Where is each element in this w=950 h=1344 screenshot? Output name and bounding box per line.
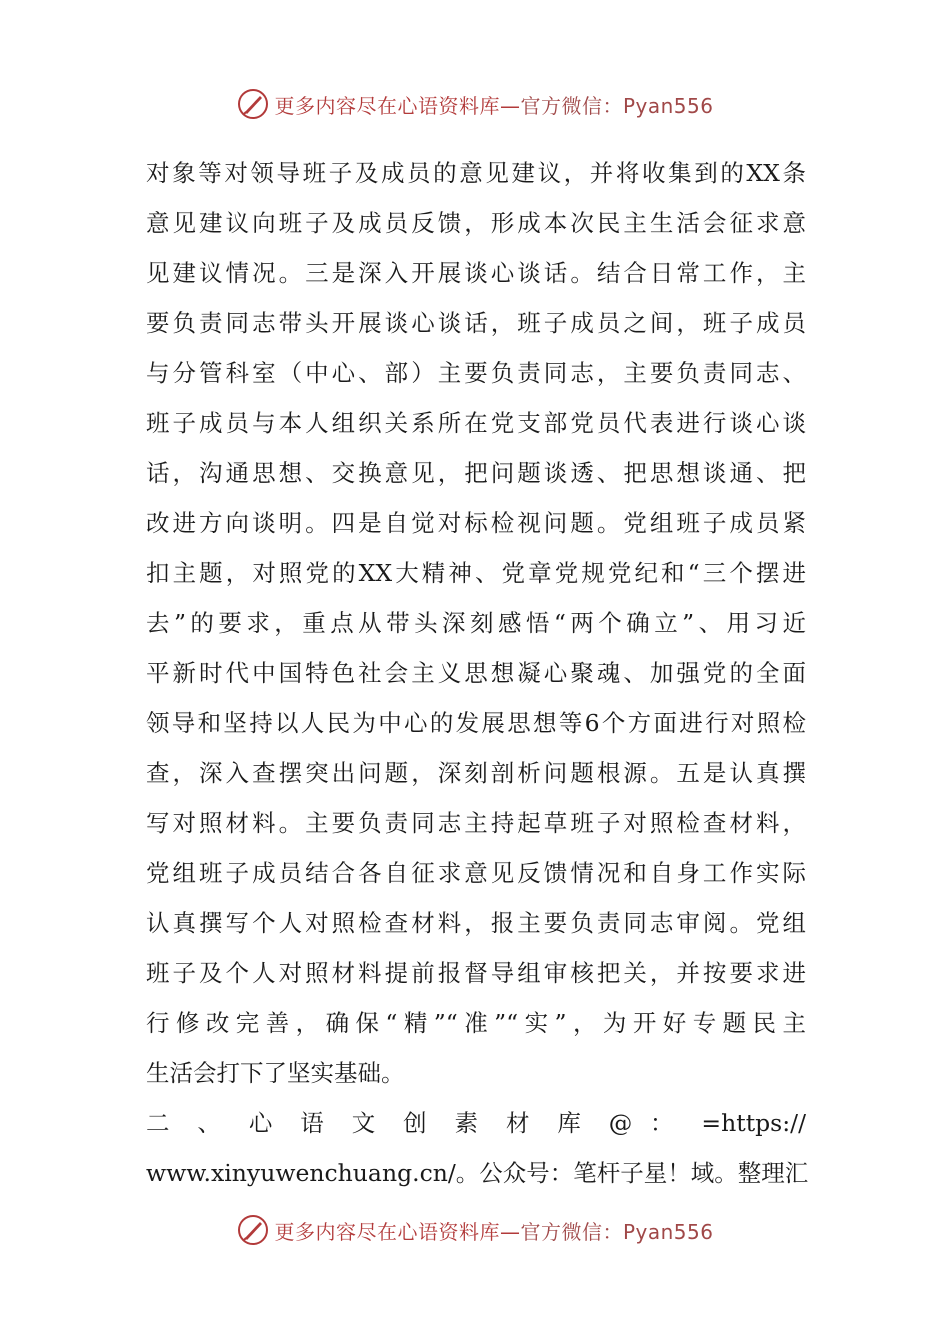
- text-line: 认真撰写个人对照检查材料，报主要负责同志审阅。党组: [146, 909, 806, 937]
- text-line: 领导和坚持以人民为中心的发展思想等6个方面进行对照检: [146, 709, 806, 737]
- text-line: 改进方向谈明。四是自觉对标检视问题。党组班子成员紧: [146, 509, 806, 537]
- banner-site-text: 更多内容尽在心语资料库—: [274, 1219, 521, 1244]
- banner-text: [274, 90, 713, 119]
- text-line: 见建议情况。三是深入开展谈心谈话。结合日常工作，主: [146, 259, 806, 287]
- text-line: 要负责同志带头开展谈心谈话，班子成员之间，班子成员: [146, 309, 806, 337]
- text-line: www.xinyuwenchuang.cn/。公众号：笔杆子星！域。整理汇: [146, 1159, 809, 1187]
- text-line: 话，沟通思想、交换意见，把问题谈透、把思想谈通、把: [146, 459, 806, 487]
- section-heading-line: 二 、 心 语 文 创 素 材 库 @ ： =https://: [146, 1109, 806, 1137]
- header-watermark-banner: [0, 84, 950, 124]
- text-line: 查，深入查摆突出问题，深刻剖析问题根源。五是认真撰: [146, 759, 806, 787]
- text-line: 去”的要求，重点从带头深刻感悟“两个确立”、用习近: [146, 609, 806, 637]
- quill-logo-icon: [236, 1213, 270, 1247]
- text-line: 行修改完善，确保“精”“准”“实”，为开好专题民主: [146, 1009, 806, 1037]
- document-body: [146, 148, 809, 1198]
- text-line: 班子及个人对照材料提前报督导组审核把关，并按要求进: [146, 959, 806, 987]
- text-line: 与分管科室（中心、部）主要负责同志，主要负责同志、: [146, 359, 806, 387]
- text-line: 意见建议向班子及成员反馈，形成本次民主生活会征求意: [146, 209, 806, 237]
- text-line: 党组班子成员结合各自征求意见反馈情况和自身工作实际: [146, 859, 806, 887]
- footer-watermark-banner: [0, 1210, 950, 1250]
- banner-text: [274, 1216, 713, 1245]
- text-line: 对象等对领导班子及成员的意见建议，并将收集到的XX条: [146, 159, 806, 187]
- banner-wechat-text: 官方微信：Pyan556: [520, 1219, 714, 1244]
- banner-site-text: 更多内容尽在心语资料库—: [274, 93, 521, 118]
- text-line: 写对照材料。主要负责同志主持起草班子对照检查材料，: [146, 809, 806, 837]
- text-line: 班子成员与本人组织关系所在党支部党员代表进行谈心谈: [146, 409, 806, 437]
- banner-wechat-text: 官方微信：Pyan556: [520, 93, 714, 118]
- text-line: 生活会打下了坚实基础。: [146, 1059, 405, 1087]
- quill-logo-icon: [236, 87, 270, 121]
- text-line: 平新时代中国特色社会主义思想凝心聚魂、加强党的全面: [146, 659, 806, 687]
- text-line: 扣主题，对照党的XX大精神、党章党规党纪和“三个摆进: [146, 559, 806, 587]
